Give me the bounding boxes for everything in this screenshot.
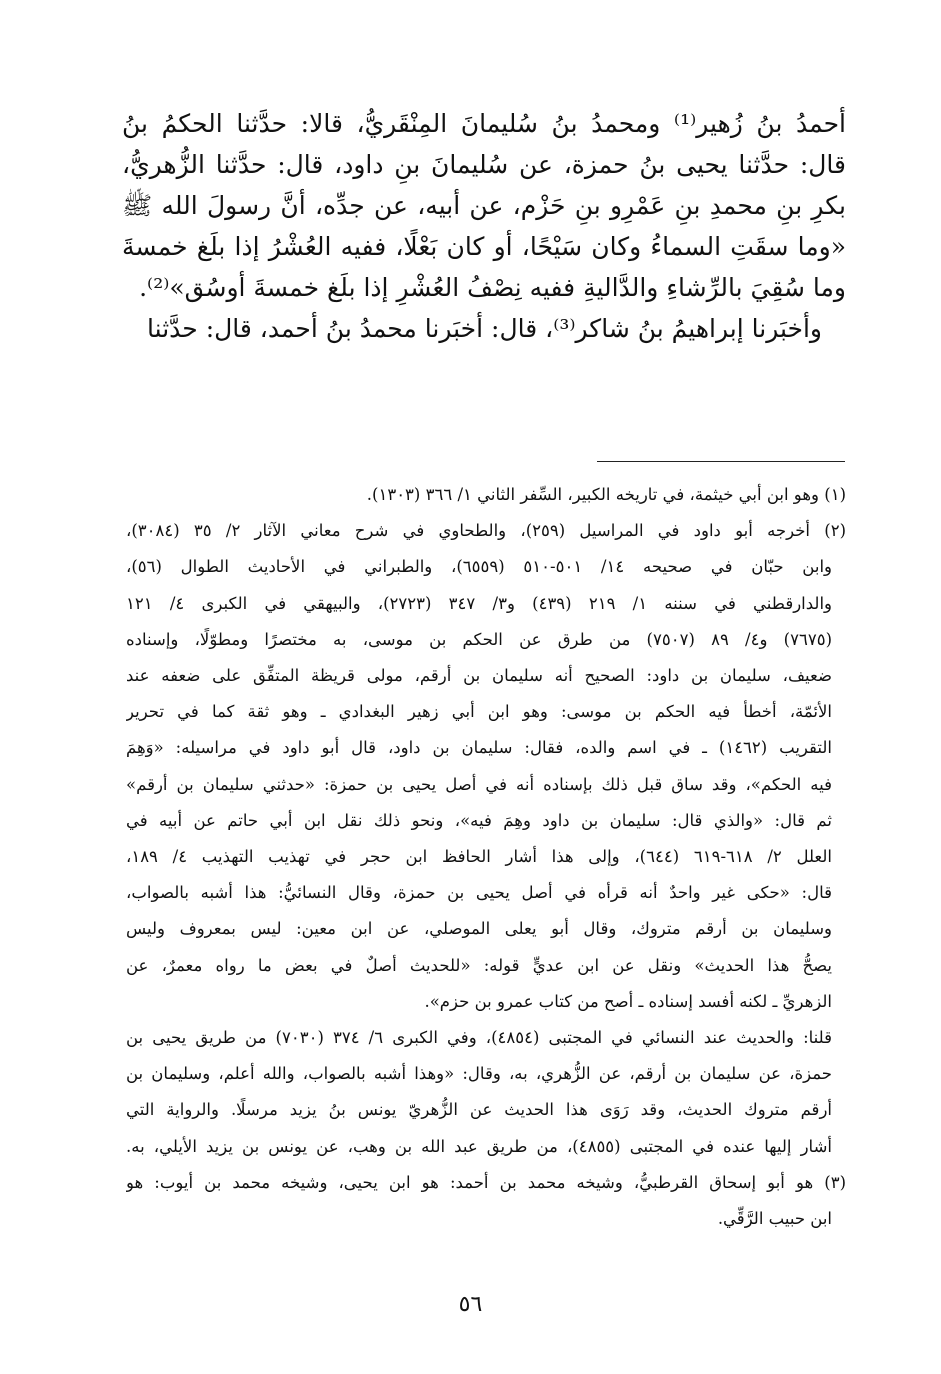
- footnote-line: ضعيف، سليمان بن داود: الصحيح أنه سليمان بن أرقم، مولى قريظة المتفِّق على ضعفه عند: [126, 666, 832, 685]
- main-line: وأخبَرنا إبراهيمُ بنُ شاكر⁽³⁾، قال: أخبَرنا محمدُ بنُ أحمد، قال: حدَّثنا: [147, 314, 822, 343]
- footnote-line: قال: «حكى غير واحدٌ أنه قرأه في أصل يحيى بن حمزة، وقال النسائيُّ: هذا أشبه بالصواب،: [126, 883, 832, 903]
- main-line: وما سُقِيَ بالرِّشاءِ والدَّاليةِ ففيه نِصْفُ العُشْرِ إذا بلَغ خمسةَ أوسُق»⁽²⁾.: [139, 273, 846, 302]
- footnote-line: قلنا: والحديث عند النسائي في المجتبى (٤٨٥٤)، وفي الكبرى ٦/ ٣٧٤ (٧٠٣٠) من طريق يحيى بن: [126, 1028, 832, 1047]
- footnote-line: الأئمّة، أخطأ فيه الحكم بن موسى: وهو ابن أبي زهير البغدادي ـ وهو ثقة كما في تحرير: [126, 702, 832, 722]
- footnote-line: التقريب (١٤٦٢) ـ في اسم والده، فقال: سليمان بن داود، قال أبو داود في مراسيله: «وَهِمَ: [126, 738, 832, 758]
- footnote-line: وسليمان بن أرقم متروك، وقال أبو يعلى الموصلي، عن ابن معين: ليس بمعروف وليس: [126, 919, 832, 939]
- footnote-line: يصحُّ هذا الحديث» ونقل عن ابن عديٍّ قوله: «للحديث أصلٌ في بعض ما رواه معمرٌ، عن: [126, 955, 832, 975]
- footnote-line: وابن حبّان في صحيحه ١٤/ ٥٠١-٥١٠ (٦٥٥٩)، والطبراني في الأحاديث الطوال (٥٦)،: [126, 557, 832, 577]
- footnote-line: (١) وهو ابن أبي خيثمة، في تاريخه الكبير، السِّفر الثاني ١/ ٣٦٦ (١٣٠٣).: [366, 485, 846, 504]
- footnote-line: فيه الحكم»، وقد ساق قبل ذلك بإسناده أنه في أصل يحيى بن حمزة: «حدثني سليمان بن أرقم»: [126, 774, 832, 794]
- main-line: «وما سقَتِ السماءُ وكان سَيْحًا، أو كان بَعْلًا، ففيه العُشْرُ إذا بلَغ خمسةَ: [122, 232, 846, 261]
- footnote-line: ابن حبيب الرَّقِّي.: [717, 1209, 832, 1228]
- main-line: قال: حدَّثنا يحيى بنُ حمزة، عن سُليمانَ بنِ داود، قال: حدَّثنا الزُّهريُّ،: [122, 150, 846, 179]
- footnote-line: أرقم متروك الحديث، وقد رَوَى هذا الحديث عن الزُّهريّ يونس بنُ يزيد مرسلًا. والرواية التي: [126, 1100, 832, 1120]
- page-number: ٥٦: [458, 1292, 483, 1317]
- footnote-line: أشار إليها عنده في المجتبى (٤٨٥٥)، من طريق عبد الله بن وهب، عن يونس بن يزيد الأيلي، به.: [126, 1136, 832, 1156]
- footnote-line: الزهريِّ ـ لكنه أفسد إسناده ـ أصح من كتاب عمرو بن حزم».: [424, 991, 832, 1011]
- footnote-line: (٧٦٧٥) و٤/ ٨٩ (٧٥٠٧) من طرق عن الحكم بن موسى، به مختصرًا ومطوّلًا، وإسناده: [126, 629, 832, 649]
- footnote-line: والدارقطني في سننه ١/ ٢١٩ (٤٣٩) و٣/ ٣٤٧ (٢٧٢٣)، والبيهقي في الكبرى ٤/ ١٢١: [126, 593, 832, 613]
- footnote-line: حمزة، عن سليمان بن أرقم، عن الزُّهري، به، وقال: «وهذا أشبه بالصواب، والله أعلم، وسليمان بن: [126, 1064, 832, 1084]
- footnote-line: العلل ٢/ ٦١٨-٦١٩ (٦٤٤)، وإلى هذا أشار الحافظ ابن حجر في تهذيب التهذيب ٤/ ١٨٩،: [126, 847, 832, 866]
- main-line: بكرِ بنِ محمدِ بنِ عَمْرِو بنِ حَزْم، عن أبيه، عن جدِّه، أنَّ رسولَ الله ﷺ: [122, 191, 846, 220]
- footnote-line: ثم قال: «والذي قال: سليمان بن داود وهِمَ فيه»، ونحو ذلك نقل ابن أبي حاتم عن أبيه في: [126, 810, 832, 830]
- footnote-line: (٣) هو أبو إسحاق القرطبيُّ، وشيخه محمد بن أحمد: هو ابن يحيى، وشيخه محمد بن أيوب: هو: [126, 1172, 846, 1192]
- footnote-separator: [597, 461, 845, 462]
- main-line: أحمدُ بنُ زُهير⁽¹⁾ ومحمدُ بنُ سُليمانَ المِنْقَريُّ، قالا: حدَّثنا الحكمُ بنُ: [122, 109, 846, 138]
- footnote-line: (٢) أخرجه أبو داود في المراسيل (٢٥٩)، والطحاوي في شرح معاني الآثار ٢/ ٣٥ (٣٠٨٤)،: [126, 521, 846, 541]
